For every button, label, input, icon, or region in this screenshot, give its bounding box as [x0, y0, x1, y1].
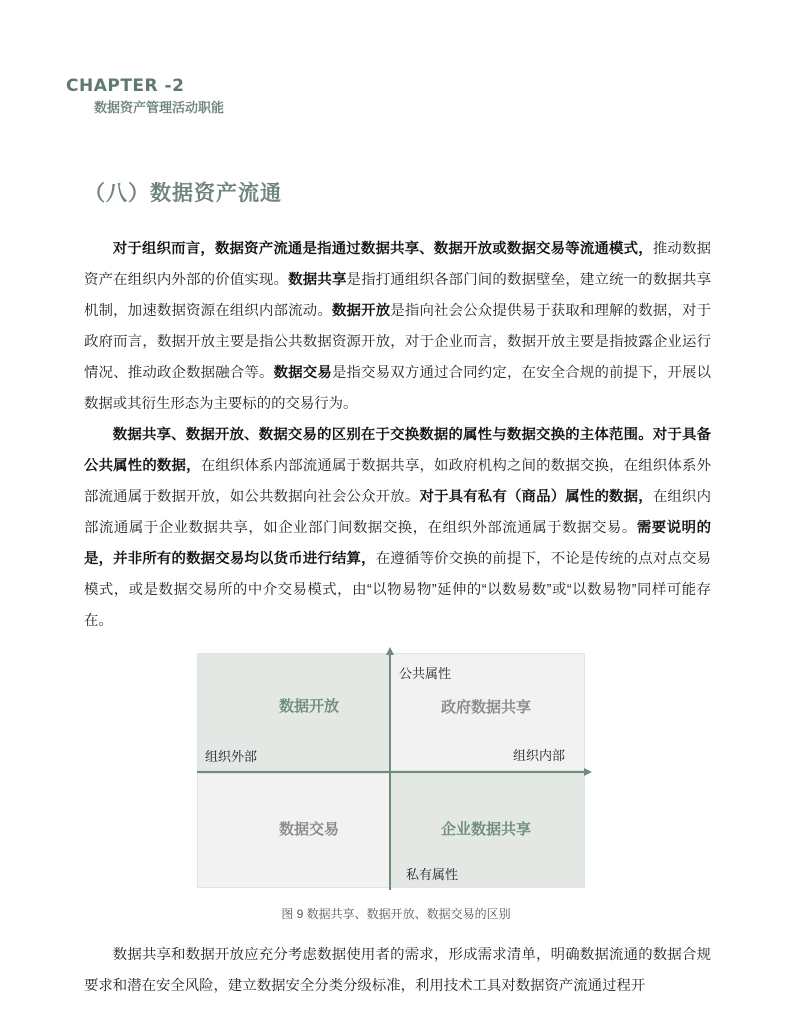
axis-label-left: 组织外部: [205, 749, 258, 764]
bold-text: 数据共享、数据开放、数据交易的区别在于交换数据的属性与数据交换的主体范围。对于具备公共属性的数据，: [84, 427, 711, 474]
axis-label-right: 组织内部: [513, 748, 566, 763]
axes: [197, 647, 597, 892]
body-text-continued: [84, 940, 711, 1002]
text-run: 推动数据资产在组织内外部的价值实现。: [84, 241, 711, 288]
section-title: （八）数据资产流通: [84, 182, 282, 205]
axis-label-top: 公共属性: [399, 666, 452, 681]
axis-label-bottom: 私有属性: [406, 867, 459, 882]
quadrant-label: 数据开放: [279, 698, 340, 715]
bold-text: 数据开放: [331, 303, 391, 319]
quadrant-label: 数据交易: [279, 821, 340, 838]
text-run: 在遵循等价交换的前提下，不论是传统的点对点交易模式，或是数据交易所的中介交易模式，由“以物易物”延伸的“以数易数”或“以数易物”同样可能存在。: [84, 551, 711, 629]
vertical-arrow-icon: [386, 647, 394, 655]
body-text: [84, 234, 711, 637]
horizontal-arrow-icon: [584, 768, 592, 776]
text-run: 是指打通组织各部门间的数据壁垒，建立统一的数据共享机制，加速数据资源在组织内部流动。: [84, 272, 711, 319]
bold-text: 数据交易: [273, 365, 332, 381]
text-run: 是指向社会公众提供易于获取和理解的数据，对于政府而言，数据开放主要是指公共数据资源开放，对于企业而言，数据开放主要是指披露企业运行情况、推动政企数据融合等。: [84, 303, 711, 381]
bold-text: 数据共享: [288, 272, 347, 288]
text-run: 是指交易双方通过合同约定，在安全合规的前提下，开展以数据或其衍生形态为主要标的的交易行为。: [84, 365, 711, 412]
text-run: 在组织内部流通属于企业数据共享，如企业部门间数据交换，在组织外部流通属于数据交易。: [84, 489, 711, 536]
chapter-label: CHAPTER -2: [66, 76, 185, 96]
paragraph: [84, 234, 711, 420]
text-run: 在组织体系内部流通属于数据共享，如政府机构之间的数据交换，在组织体系外部流通属于数据开放，如公共数据向社会公众开放。: [84, 458, 711, 505]
figure-caption: 图 9 数据共享、数据开放、数据交易的区别: [281, 907, 511, 921]
quadrant-label: 企业数据共享: [441, 821, 532, 838]
chapter-subtitle: 数据资产管理活动职能: [94, 100, 225, 115]
quadrant-figure: [197, 653, 585, 888]
bold-text: 对于组织而言，数据资产流通是指通过数据共享、数据开放或数据交易等流通模式，: [112, 241, 653, 257]
bold-text: 对于具有私有（商品）属性的数据，: [419, 489, 653, 505]
paragraph: [84, 420, 711, 637]
bold-text: 需要说明的是，并非所有的数据交易均以货币进行结算，: [84, 520, 711, 567]
quadrant-label: 政府数据共享: [441, 699, 532, 716]
paragraph: 数据共享和数据开放应充分考虑数据使用者的需求，形成需求清单，明确数据流通的数据合规要求和潜在安全风险，建立数据安全分类分级标准，利用技术工具对数据资产流通过程开: [84, 947, 711, 994]
